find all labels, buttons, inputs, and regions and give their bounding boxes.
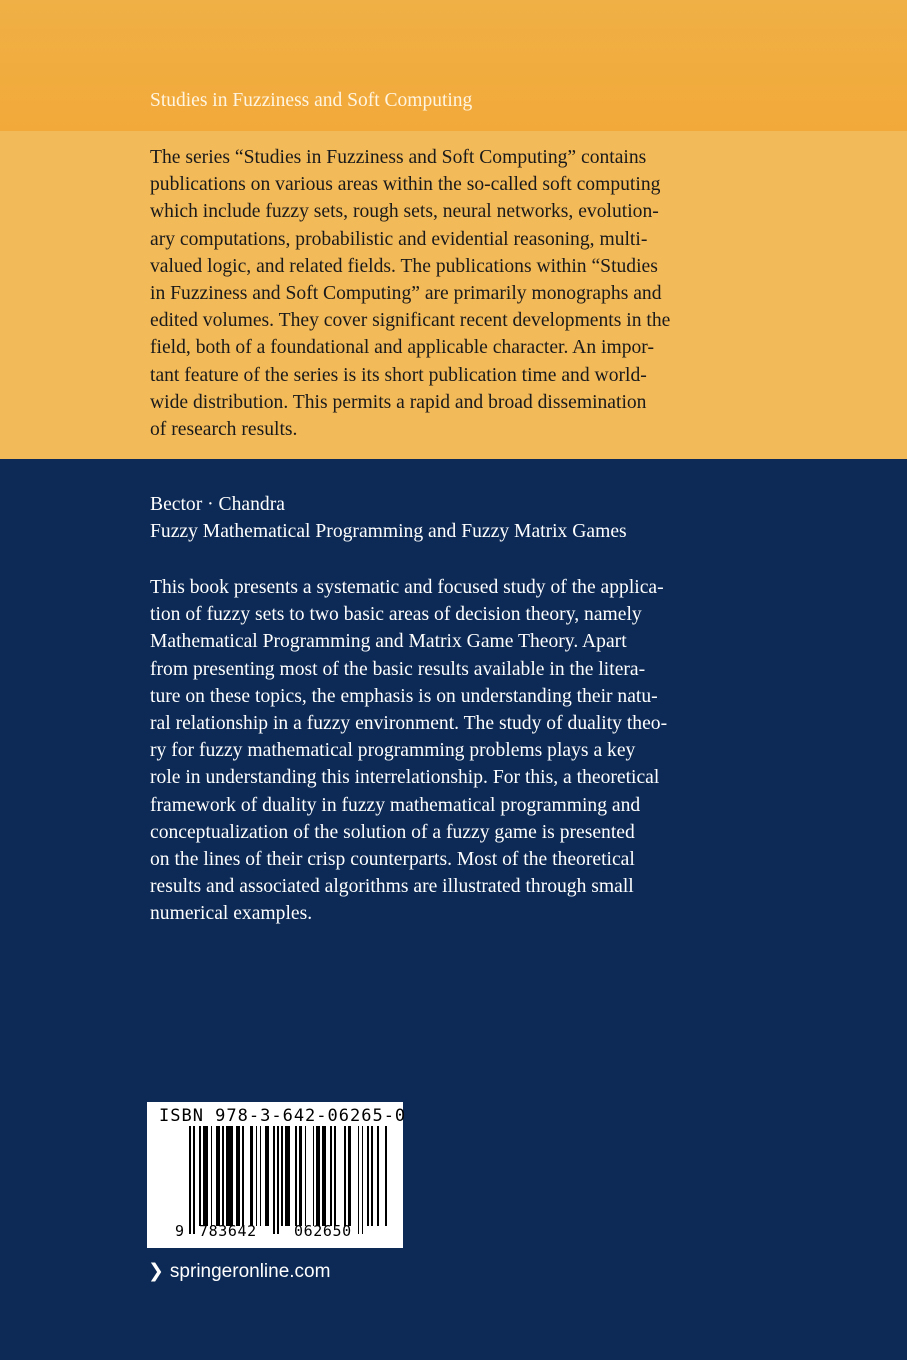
publisher-website-link[interactable] <box>148 1260 330 1283</box>
barcode-bar <box>377 1126 379 1226</box>
ean-right-digits: 062650 <box>294 1222 352 1240</box>
book-description-line: Mathematical Programming and Matrix Game Theory. Apart <box>150 631 627 653</box>
barcode-bar <box>322 1126 326 1226</box>
barcode-bar <box>344 1126 346 1226</box>
barcode-bar <box>203 1126 208 1226</box>
book-description-line: tion of fuzzy sets to two basic areas of decision theory, namely <box>150 604 642 626</box>
barcode-bar <box>189 1126 191 1234</box>
ean-left-digits: 783642 <box>199 1222 257 1240</box>
series-description-line: valued logic, and related fields. The publications within “Studies <box>150 255 658 277</box>
barcode-bar <box>299 1126 303 1226</box>
chevron-right-icon: ❯ <box>148 1261 164 1282</box>
ean-first-digit: 9 <box>175 1222 185 1240</box>
barcode-bar <box>358 1126 360 1234</box>
series-description <box>150 144 670 443</box>
barcode-bar <box>256 1126 258 1226</box>
barcode-bar <box>211 1126 213 1226</box>
barcode-bars <box>189 1126 389 1226</box>
book-description-line: results and associated algorithms are illustrated through small <box>150 876 634 898</box>
book-description-line: ture on these topics, the emphasis is on understanding their natu- <box>150 685 658 707</box>
book-description-line: role in understanding this interrelationship. For this, a theoretical <box>150 767 660 789</box>
barcode-bar <box>226 1126 233 1226</box>
book-description-line: framework of duality in fuzzy mathematical programming and <box>150 794 641 816</box>
barcode-bar <box>199 1126 201 1226</box>
book-title: Fuzzy Mathematical Programming and Fuzzy Matrix Games <box>150 521 627 542</box>
barcode-bar <box>277 1126 279 1234</box>
barcode-bar <box>193 1126 195 1234</box>
barcode-bar <box>236 1126 240 1226</box>
publisher-website-text: springeronline.com <box>169 1261 331 1282</box>
book-description-line: This book presents a systematic and focused study of the applica- <box>150 577 664 598</box>
barcode-bar <box>362 1126 364 1234</box>
barcode-bar <box>316 1126 320 1226</box>
barcode-bar <box>265 1126 269 1226</box>
barcode-bar <box>242 1126 244 1226</box>
barcode-bar <box>260 1126 262 1226</box>
book-description-line: from presenting most of the basic results available in the litera- <box>150 658 646 680</box>
book-description-line: conceptualization of the solution of a fuzzy game is presented <box>150 821 635 843</box>
book-description-line: ry for fuzzy mathematical programming problems plays a key <box>150 740 636 762</box>
book-description <box>150 574 667 928</box>
barcode-bar <box>385 1126 387 1226</box>
barcode-bar <box>334 1126 336 1226</box>
book-description-line: on the lines of their crisp counterparts. Most of the theoretical <box>150 849 635 871</box>
series-description-line: edited volumes. They cover significant recent developments in the <box>150 310 671 332</box>
series-description-line: publications on various areas within the so-called soft computing <box>150 174 661 196</box>
series-description-line: in Fuzziness and Soft Computing” are primarily monographs and <box>150 283 662 305</box>
series-description-line: tant feature of the series is its short publication time and world- <box>150 364 647 386</box>
series-description-line: which include fuzzy sets, rough sets, neural networks, evolution- <box>150 201 659 223</box>
barcode-bar <box>222 1126 224 1226</box>
barcode-bar <box>295 1126 297 1226</box>
barcode-bar <box>348 1126 352 1226</box>
barcode-bar <box>285 1126 290 1226</box>
barcode-bar <box>216 1126 220 1226</box>
series-description-line: The series “Studies in Fuzziness and Soft Computing” contains <box>150 147 647 168</box>
barcode-bar <box>330 1126 332 1226</box>
book-description-line: numerical examples. <box>150 903 313 925</box>
book-description-line: ral relationship in a fuzzy environment. The study of duality theo- <box>150 713 668 735</box>
isbn-barcode <box>147 1102 407 1248</box>
isbn-label: ISBN 978-3-642-06265-0 <box>159 1106 407 1126</box>
series-title: Studies in Fuzziness and Soft Computing <box>150 90 473 111</box>
barcode-bar <box>305 1126 307 1226</box>
series-description-line: wide distribution. This permits a rapid and broad dissemination <box>150 391 647 413</box>
barcode-bar <box>273 1126 275 1234</box>
barcode-bar <box>313 1126 315 1226</box>
barcode-bar <box>281 1126 283 1226</box>
series-description-line: of research results. <box>150 419 298 441</box>
barcode-bar <box>250 1126 254 1226</box>
barcode-bar <box>371 1126 373 1226</box>
series-description-line: field, both of a foundational and applicable character. An impor- <box>150 337 654 359</box>
book-authors: Bector · Chandra <box>150 494 285 515</box>
barcode-bar <box>367 1126 369 1226</box>
series-description-line: ary computations, probabilistic and evidential reasoning, multi- <box>150 228 648 250</box>
